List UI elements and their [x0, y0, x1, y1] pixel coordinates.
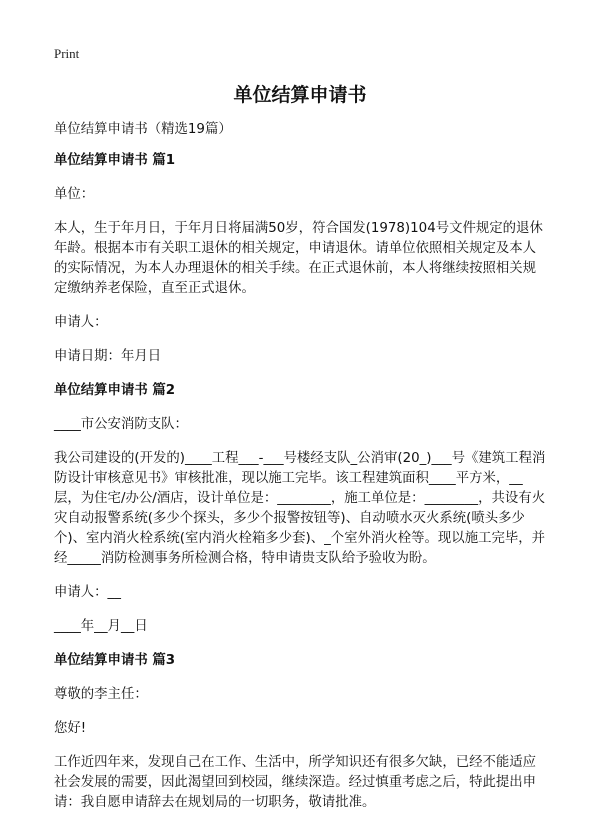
date-line: 申请日期：年月日 [54, 349, 162, 364]
section-heading: 单位结算申请书 篇1 [54, 153, 176, 168]
document-subtitle: 单位结算申请书（精选19篇） [54, 122, 232, 137]
document-title: 单位结算申请书 [233, 84, 367, 106]
document-body [54, 120, 548, 827]
applicant-line: 申请人： [54, 315, 108, 330]
date-line: ____年__月__日 [54, 619, 148, 634]
greeting: 您好! [54, 721, 87, 736]
section-heading: 单位结算申请书 篇2 [54, 383, 176, 398]
body-paragraph: 我公司建设的(开发的)____工程___-___号楼经支队_公消审(20_)___号《建筑工程消防设计审核意见书》审核批准，现以施工完毕。该工程建筑面积____平方米，__层，为住宅/办公/酒店，设计单位是：________，施工单位是：________，共设有火灾自动报警系统(多少个探头，多少个报警按钮等)、自动喷水灭火系统(喷头多少个)、室内消火栓系统(室内消火栓箱多少套)、_个室外消火栓等。现以施工完毕，并经_____消防检测事务所检测合格，特申请贵支队给予验收为盼。 [54, 451, 546, 566]
body-paragraph: 本人，生于年月日，于年月日将届满50岁，符合国发(1978)104号文件规定的退休年龄。根据本市有关职工退休的相关规定，申请退休。请单位依照相关规定及本人的实际情况，为本人办理退休的相关手续。在正式退休前，本人将继续按照相关规定缴纳养老保险，直至正式退休。 [54, 221, 543, 296]
section-3 [54, 651, 548, 813]
salutation: ____市公安消防支队： [54, 417, 188, 432]
print-link[interactable]: Print [54, 46, 80, 61]
section-2 [54, 381, 548, 637]
applicant-line: 申请人：__ [54, 585, 121, 600]
salutation: 单位： [54, 187, 95, 202]
section-1 [54, 151, 548, 367]
body-paragraph: 工作近四年来，发现自己在工作、生活中，所学知识还有很多欠缺，已经不能适应社会发展的需要，因此渴望回到校园，继续深造。经过慎重考虑之后，特此提出申请：我自愿申请辞去在规划局的一切职务，敬请批准。 [54, 755, 537, 810]
salutation: 尊敬的李主任： [54, 687, 148, 702]
section-heading: 单位结算申请书 篇3 [54, 653, 176, 668]
